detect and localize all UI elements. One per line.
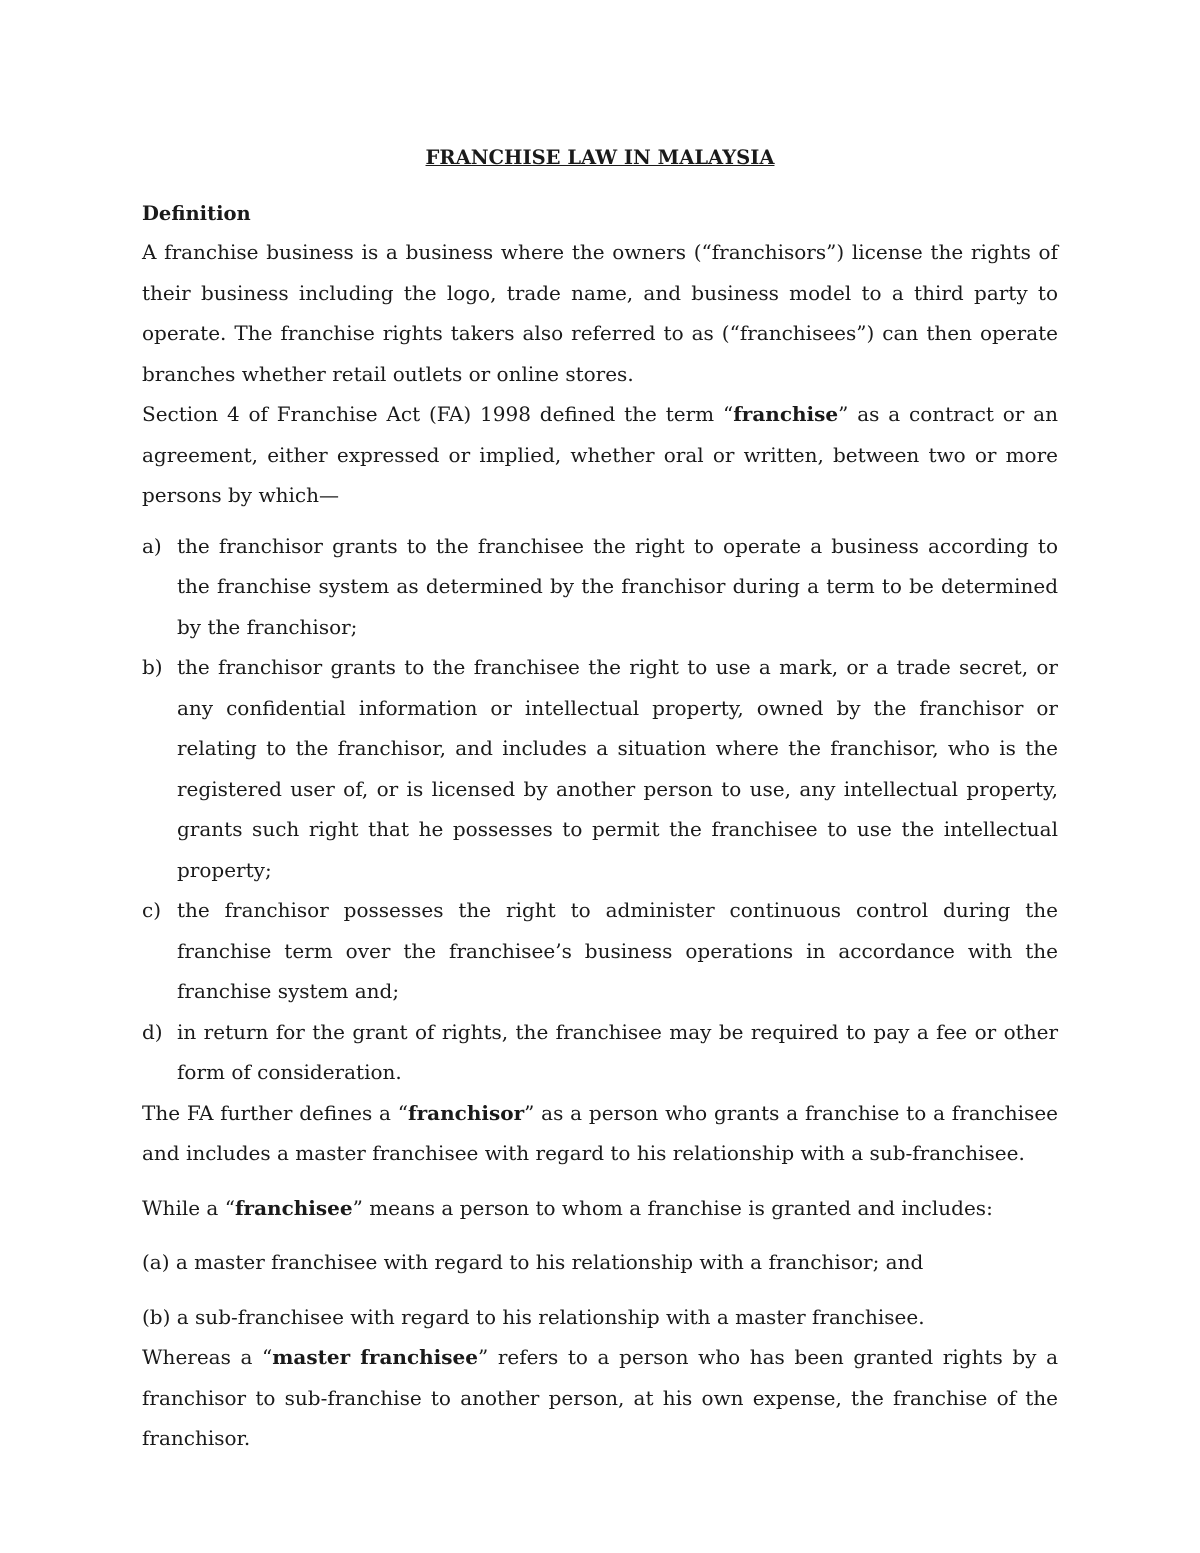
section-heading-definition: Definition bbox=[142, 202, 251, 225]
list-marker: d) bbox=[142, 1019, 163, 1044]
franchisor-text-after: ” as a person who grants a franchise to a franchisee and includes a master franchisee with regard to his relationship with a sub-franchisee. bbox=[142, 1100, 1058, 1165]
section4-text-after: ” as a contract or an agreement, either expressed or implied, whether oral or written, between two or more persons by which— bbox=[142, 402, 1058, 507]
document-page bbox=[142, 140, 1058, 1459]
master-franchisee-definition-paragraph bbox=[142, 1337, 1058, 1459]
section4-text-before: Section 4 of Franchise Act (FA) 1998 defined the term “ bbox=[142, 402, 734, 426]
franchisee-sub-item-a: (a) a master franchisee with regard to his relationship with a franchisor; and bbox=[142, 1250, 924, 1274]
definition-list bbox=[142, 526, 1058, 1093]
list-item bbox=[142, 890, 1058, 1012]
term-franchise: franchise bbox=[733, 402, 839, 426]
list-item bbox=[142, 526, 1058, 648]
term-master-franchisee: master franchisee bbox=[272, 1345, 478, 1369]
list-item bbox=[142, 1012, 1058, 1093]
list-marker: a) bbox=[142, 533, 162, 558]
franchisee-text-before: While a “ bbox=[142, 1195, 235, 1220]
term-franchisor: franchisor bbox=[408, 1100, 525, 1125]
section4-paragraph bbox=[142, 394, 1058, 516]
list-item-text: the franchisor possesses the right to administer continuous control during the franchise term over the franchisee’s business operations in accordance with the franchise system and; bbox=[177, 898, 1058, 1003]
page-title: FRANCHISE LAW IN MALAYSIA bbox=[425, 146, 775, 169]
franchisee-text-after: ” means a person to whom a franchise is granted and includes: bbox=[352, 1195, 993, 1220]
list-item-text: in return for the grant of rights, the franchisee may be required to pay a fee or other form of consideration. bbox=[177, 1019, 1058, 1084]
term-franchisee: franchisee bbox=[234, 1195, 353, 1220]
list-marker: b) bbox=[142, 655, 163, 679]
franchisor-definition-paragraph bbox=[142, 1093, 1058, 1174]
intro-paragraph: A franchise business is a business where the owners (“franchisors”) license the rights of their business including the logo, trade name, and business model to a third party to operate. The franchise rights takers also referred to as (“franchisees”) can then operate branches whether retail outlets or online stores. bbox=[142, 240, 1058, 386]
list-item-text: the franchisor grants to the franchisee the right to use a mark, or a trade secret, or any confidential information or intellectual property, owned by the franchisor or relating to the franchisor, and includes a situation where the franchisor, who is the registered user of, or is licensed by another person to use, any intellectual property, grants such right that he possesses to permit the franchisee to use the intellectual property; bbox=[177, 655, 1058, 882]
franchisee-sub-item-b: (b) a sub-franchisee with regard to his relationship with a master franchisee. bbox=[142, 1304, 925, 1329]
franchisor-text-before: The FA further defines a “ bbox=[142, 1100, 409, 1125]
franchisee-definition-paragraph bbox=[142, 1188, 1058, 1229]
master-text-after: ” refers to a person who has been granted rights by a franchisor to sub-franchise to another person, at his own expense, the franchise of the franchisor. bbox=[142, 1345, 1058, 1450]
master-text-before: Whereas a “ bbox=[142, 1345, 273, 1369]
list-marker: c) bbox=[142, 898, 162, 922]
list-item-text: the franchisor grants to the franchisee the right to operate a business according to the franchise system as determined by the franchisor during a term to be determined by the franchisor; bbox=[177, 533, 1058, 639]
list-item bbox=[142, 647, 1058, 890]
